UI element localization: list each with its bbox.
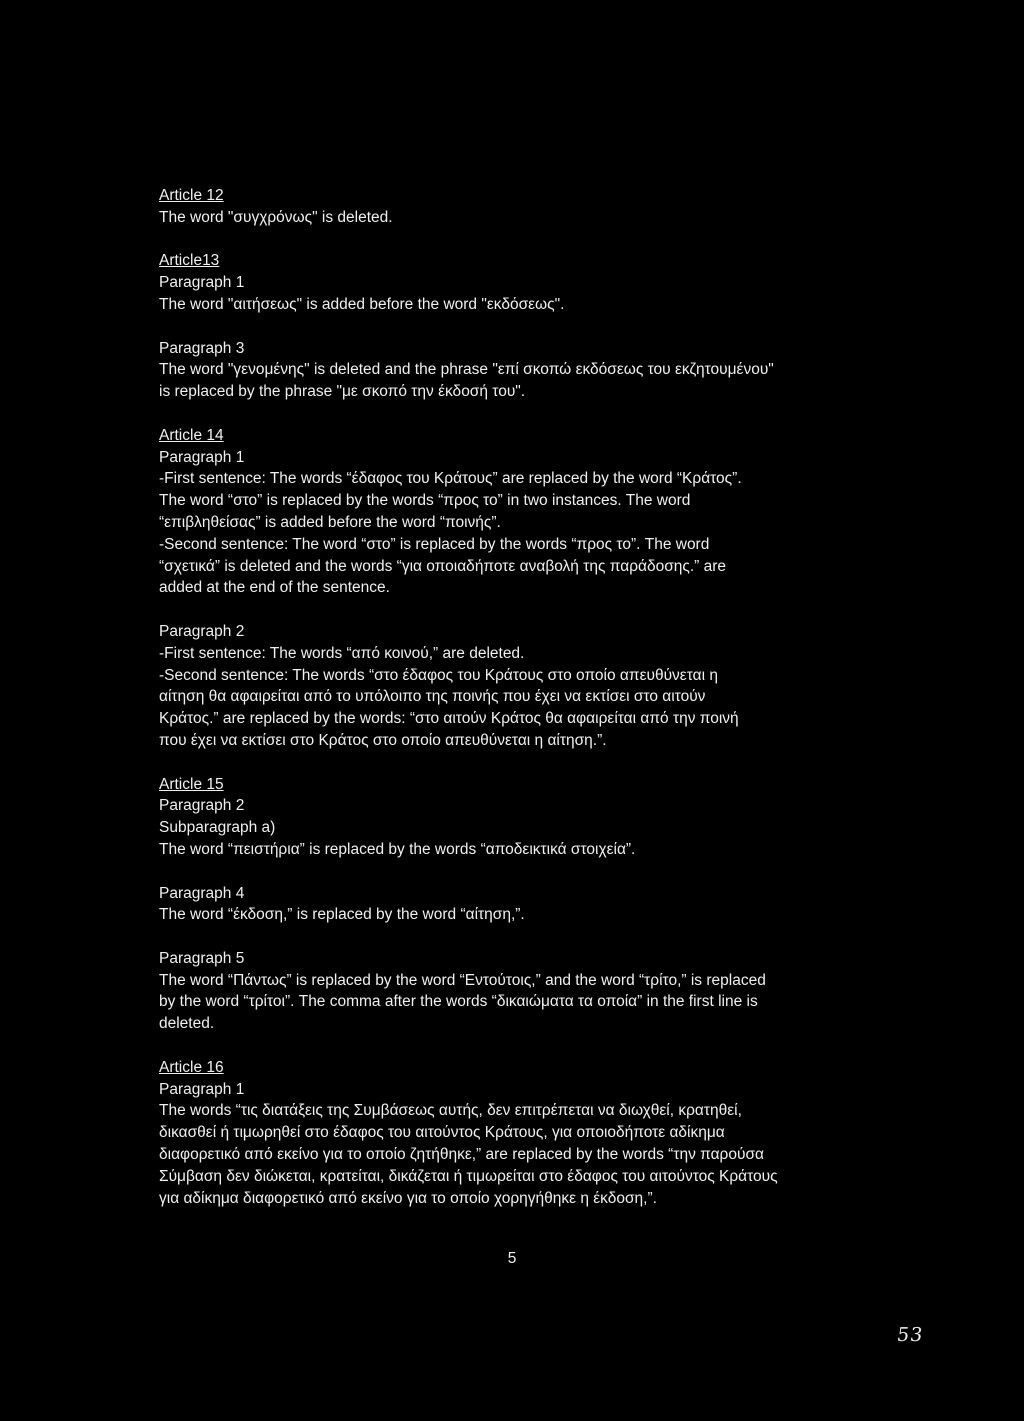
article-15-paragraph-5-section bbox=[159, 948, 879, 1035]
text-line: -Second sentence: The word “στο” is replaced by the words “προς το”. The word bbox=[159, 535, 710, 553]
text-line: The word “Πάντως” is replaced by the word “Εντούτοις,” and the word “τρίτο,” is replaced bbox=[159, 971, 766, 989]
paragraph-heading: Paragraph 2 bbox=[159, 622, 245, 640]
paragraph-heading: Paragraph 3 bbox=[159, 339, 245, 357]
article-heading: Article 14 bbox=[159, 426, 224, 444]
text-line: by the word “τρίτοι”. The comma after the words “δικαιώματα τα οποία” in the first line is bbox=[159, 993, 758, 1011]
article-13-section bbox=[159, 250, 879, 315]
text-line: The words “τις διατάξεις της Συμβάσεως αυτής, δεν επιτρέπεται να διωχθεί, κρατηθεί, bbox=[159, 1102, 742, 1120]
text-line: δικασθεί ή τιμωρηθεί στο έδαφος του αιτούντος Κράτους, για οποιοδήποτε αδίκημα bbox=[159, 1124, 725, 1142]
article-13-paragraph-3-section bbox=[159, 338, 879, 403]
text-line: -First sentence: The words “έδαφος του Κράτους” are replaced by the word “Κράτος”. bbox=[159, 470, 742, 488]
article-14-paragraph-2-section bbox=[159, 621, 879, 752]
text-line: is replaced by the phrase "με σκοπό την έκδοσή του". bbox=[159, 383, 526, 401]
text-line: “επιβληθείσας” is added before the word “ποινής”. bbox=[159, 513, 501, 531]
document-body bbox=[159, 185, 879, 1231]
text-line: The word “πειστήρια” is replaced by the words “αποδεικτικά στοιχεία”. bbox=[159, 840, 636, 858]
page-number: 5 bbox=[507, 1250, 517, 1267]
article-16-section bbox=[159, 1057, 879, 1210]
paragraph-heading: Paragraph 5 bbox=[159, 949, 245, 967]
text-line: διαφορετικό από εκείνο για το οποίο ζητήθηκε,” are replaced by the words “την παρούσα bbox=[159, 1146, 764, 1164]
article-12-section bbox=[159, 185, 879, 229]
article-15-paragraph-4-section bbox=[159, 883, 879, 927]
text-line: Κράτος.” are replaced by the words: “στο αιτούν Κράτος θα αφαιρείται από την ποινή bbox=[159, 710, 739, 728]
text-line: “σχετικά” is deleted and the words “για οποιαδήποτε αναβολή της παράδοσης.” are bbox=[159, 557, 727, 575]
article-heading: Article13 bbox=[159, 252, 220, 270]
text-line: που έχει να εκτίσει στο Κράτος στο οποίο απευθύνεται η αίτηση.”. bbox=[159, 731, 607, 749]
text-line: -First sentence: The words “από κοινού,” are deleted. bbox=[159, 644, 525, 662]
text-line: deleted. bbox=[159, 1015, 215, 1033]
paragraph-heading: Paragraph 1 bbox=[159, 1080, 245, 1098]
article-heading: Article 16 bbox=[159, 1058, 224, 1076]
text-line: The word "συγχρόνως" is deleted. bbox=[159, 208, 393, 226]
text-line: added at the end of the sentence. bbox=[159, 579, 390, 597]
handwritten-page-number: 53 bbox=[895, 1324, 925, 1346]
text-line: -Second sentence: The words “στο έδαφος του Κράτους στο οποίο απευθύνεται η bbox=[159, 666, 718, 684]
text-line: The word “έκδοση,” is replaced by the word “αίτηση,”. bbox=[159, 906, 525, 924]
text-line: αίτηση θα αφαιρείται από το υπόλοιπο της ποινής που έχει να εκτίσει στο αιτούν bbox=[159, 688, 706, 706]
paragraph-heading: Paragraph 4 bbox=[159, 884, 245, 902]
paragraph-heading: Paragraph 1 bbox=[159, 274, 245, 292]
article-heading: Article 12 bbox=[159, 187, 224, 204]
subparagraph-heading: Subparagraph a) bbox=[159, 819, 276, 837]
text-line: για αδίκημα διαφορετικό από εκείνο για το οποίο χορηγήθηκε η έκδοση,”. bbox=[159, 1189, 657, 1207]
paragraph-heading: Paragraph 1 bbox=[159, 448, 245, 466]
article-15-section bbox=[159, 774, 879, 861]
text-line: Σύμβαση δεν διώκεται, κρατείται, δικάζεται ή τιμωρείται στο έδαφος του αιτούντος Κράτους bbox=[159, 1167, 778, 1185]
text-line: The word "γενομένης" is deleted and the phrase "επί σκοπώ εκδόσεως του εκζητουμένου" bbox=[159, 361, 774, 379]
article-heading: Article 15 bbox=[159, 775, 224, 793]
text-line: The word "αιτήσεως" is added before the word "εκδόσεως". bbox=[159, 295, 565, 313]
text-line: The word “στο” is replaced by the words “προς το” in two instances. The word bbox=[159, 492, 691, 510]
paragraph-heading: Paragraph 2 bbox=[159, 797, 245, 815]
article-14-section bbox=[159, 425, 879, 599]
